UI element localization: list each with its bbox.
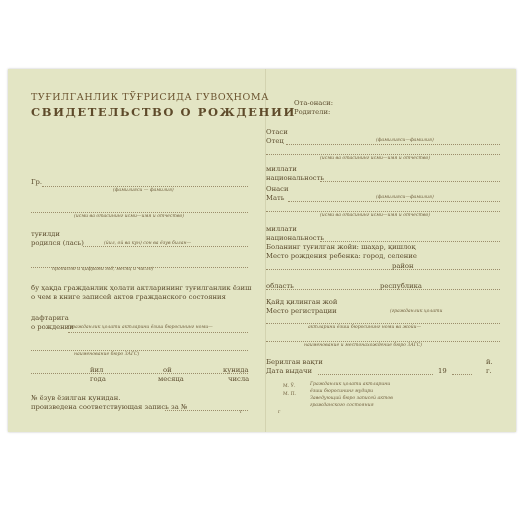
- region-label: область: [266, 282, 294, 290]
- name-hint: (исми ва отасининг исми—имя и отчество): [74, 214, 185, 219]
- entry-line: [165, 410, 248, 411]
- stamp-mark-ru: М. П.: [283, 392, 297, 397]
- father-nat-ru: национальность: [266, 174, 325, 182]
- citizen-label: Гр.: [31, 178, 43, 186]
- regplace-hint-3: наименование и местонахождение бюро ЗАГС): [304, 343, 423, 348]
- year-label-uz: йил: [90, 366, 104, 374]
- mother-label-ru: Мать: [266, 194, 285, 202]
- mother-nat-uz: миллати: [266, 225, 297, 233]
- regplace-ru: Место регистрации: [266, 307, 337, 315]
- father-surname-line: [286, 144, 500, 145]
- stamp-mark-uz: М. Ў.: [283, 384, 296, 389]
- regplace-uz: Қайд қилинган жой: [266, 298, 338, 306]
- office-line-2: [31, 350, 248, 351]
- date-hint-2: прописью и цифрами год, месяц и число): [52, 267, 154, 272]
- office-line: [68, 332, 248, 333]
- born-label-uz: туғилди: [31, 230, 60, 238]
- regplace-line: [266, 323, 500, 324]
- father-name-hint: (исми ва отасининг исми—имя и отчество): [320, 156, 431, 161]
- issued-label-uz: Берилган вақти: [266, 358, 323, 366]
- father-nat-uz: миллати: [266, 165, 297, 173]
- day-label-uz: кунида: [223, 366, 249, 374]
- title-uzbek: ТУҒИЛГАНЛИК ТЎҒРИСИДА ГУВОҲНОМА: [31, 92, 269, 103]
- father-nat-line: [320, 181, 500, 182]
- office-hint: (гражданлик ҳолати актларини ёзиш бюросининг номи—: [68, 325, 213, 330]
- issued-year-line: [452, 374, 472, 375]
- book-label-uz: дафтарига: [31, 314, 69, 322]
- year-mark-ru: г.: [486, 367, 492, 375]
- head-title-2: ёзиш бюросининг мудири: [310, 389, 374, 394]
- month-label-ru: месяца: [158, 375, 184, 383]
- issued-year: 19: [438, 367, 447, 375]
- entry-label-uz: № ёзув ёзилган кунидан.: [31, 394, 121, 402]
- mother-nat-line: [320, 241, 500, 242]
- office-hint-ru: наименование бюро ЗАГС): [74, 352, 140, 357]
- regplace-hint-2: актларини ёзиш бюросининг номи ва жойи—: [308, 325, 422, 330]
- record-uz: бу ҳақда гражданлик ҳолати актларининг туғилганлик ёзиш: [31, 284, 252, 292]
- birthplace-uz: Боланинг туғилган жойи: шаҳар, қишлоқ: [266, 243, 416, 251]
- parents-uz: Ота-онаси:: [294, 99, 333, 107]
- head-title-4: гражданского состояния: [310, 403, 374, 408]
- surname-line: [42, 186, 248, 187]
- father-label-ru: Отец: [266, 137, 284, 145]
- birthplace-ru: Место рождения ребенка: город, селение: [266, 252, 417, 260]
- surname-hint: (фамилияси — фамилия): [113, 188, 174, 193]
- date-record-line: [31, 373, 248, 374]
- city-line: [266, 269, 500, 270]
- district-label: район: [392, 262, 414, 270]
- name-line: [31, 212, 248, 213]
- regplace-line-2: [266, 341, 500, 342]
- day-label-ru: числа: [228, 375, 250, 383]
- mother-surname-hint: (фамилияси—фамилия): [376, 195, 434, 200]
- republic-label: республика: [380, 282, 422, 290]
- head-title-3: Заведующий бюро записей актов: [310, 396, 393, 401]
- father-label-uz: Отаси: [266, 128, 288, 136]
- date-hint-1: (йил, ой ва кун) сон ва ёзув билан—: [104, 241, 192, 246]
- title-russian: СВИДЕТЕЛЬСТВО О РОЖДЕНИИ: [31, 105, 296, 119]
- mother-label-uz: Онаси: [266, 185, 289, 193]
- month-label-uz: ой: [163, 366, 172, 374]
- issued-date-line: [318, 374, 433, 375]
- right-page-mark: г: [278, 410, 281, 415]
- entry-label-ru: произведена соответствующая запись за №: [31, 403, 188, 411]
- year-label-ru: года: [90, 375, 106, 383]
- father-name-line: [266, 154, 500, 155]
- book-label-ru: о рождении: [31, 323, 74, 331]
- year-mark-uz: й.: [486, 358, 493, 366]
- head-title-1: Гражданлик ҳолати актларини: [310, 382, 391, 387]
- left-page-mark: г: [240, 410, 243, 415]
- certificate-sheet: [8, 69, 516, 432]
- parents-ru: Родители:: [294, 108, 331, 116]
- mother-name-hint: (исми ва отасининг исми—имя и отчество): [320, 213, 431, 218]
- regplace-hint: (гражданлик ҳолати: [390, 309, 443, 314]
- mother-nat-ru: национальность: [266, 234, 325, 242]
- record-ru: о чем в книге записей актов гражданского состояния: [31, 293, 226, 301]
- mother-name-line: [266, 211, 500, 212]
- mother-surname-line: [288, 201, 500, 202]
- issued-label-ru: Дата выдачи: [266, 367, 313, 375]
- father-surname-hint: (фамилияси—фамилия): [376, 138, 434, 143]
- born-label-ru: родился (лась): [31, 239, 84, 247]
